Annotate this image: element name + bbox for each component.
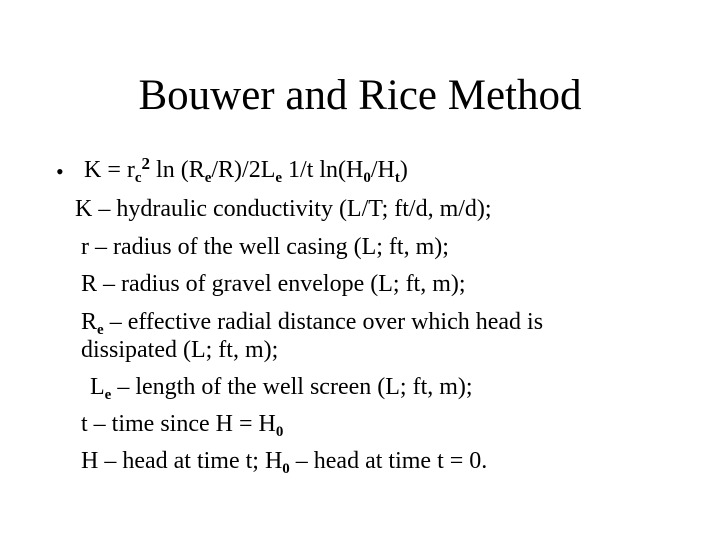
t-subscript: 0 — [275, 424, 284, 440]
h-subscript: 0 — [282, 461, 290, 477]
definition-re — [81, 308, 543, 336]
formula-part: /H — [370, 157, 395, 183]
definition-re-continued: dissipated (L; ft, m); — [81, 337, 279, 363]
formula-part: ln (R — [150, 157, 205, 183]
definition-le — [90, 373, 473, 401]
definition-h — [81, 447, 487, 475]
formula-superscript: 2 — [141, 154, 151, 173]
slide-title: Bouwer and Rice Method — [138, 72, 582, 119]
t-text: t – time since H = H — [81, 411, 276, 437]
re-symbol: R — [81, 309, 98, 335]
h-text: H – head at time t; H — [81, 448, 283, 474]
re-subscript: e — [97, 322, 104, 338]
definition-k: K – hydraulic conductivity (L/T; ft/d, m/d); — [75, 196, 492, 222]
formula-part: /R)/2L — [211, 157, 276, 183]
formula-subscript: e — [204, 170, 212, 186]
re-text: – effective radial distance over which head is — [103, 309, 544, 335]
le-text: – length of the well screen (L; ft, m); — [111, 374, 473, 400]
formula-subscript: 0 — [363, 170, 371, 186]
bullet-icon: • — [56, 159, 64, 184]
formula-line — [84, 156, 408, 184]
definition-R: R – radius of gravel envelope (L; ft, m); — [81, 271, 466, 297]
definition-t — [81, 410, 283, 438]
h-text-end: – head at time t = 0. — [289, 448, 488, 474]
definition-r: r – radius of the well casing (L; ft, m); — [81, 234, 449, 260]
formula-subscript: t — [394, 170, 400, 186]
formula-part: ) — [399, 157, 408, 183]
formula-subscript: e — [275, 170, 283, 186]
le-subscript: e — [104, 387, 112, 403]
le-symbol: L — [90, 374, 105, 400]
formula-part: 1/t ln(H — [282, 157, 364, 183]
formula-part: K = r — [84, 157, 135, 183]
formula-subscript: c — [134, 170, 142, 186]
